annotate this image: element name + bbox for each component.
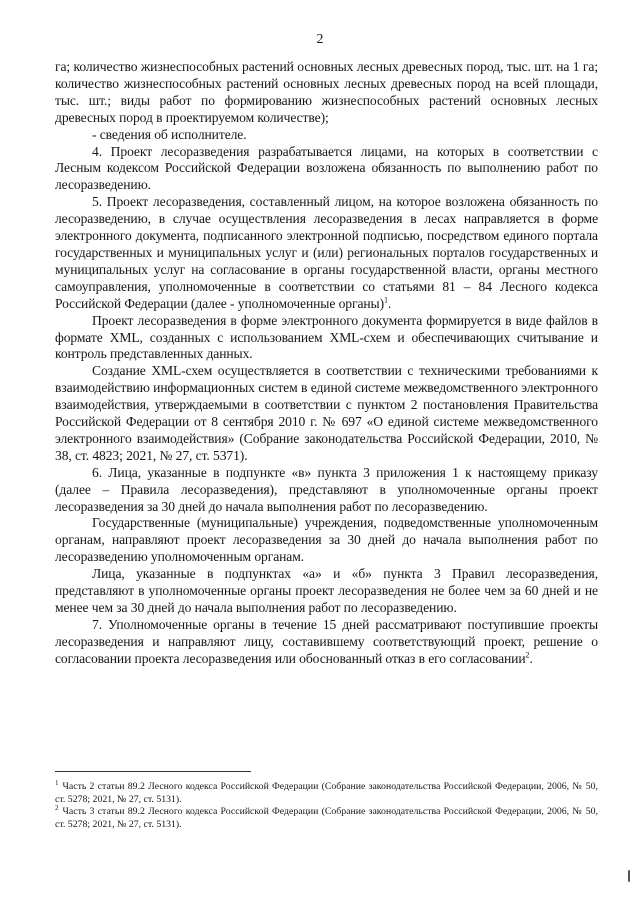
document-body — [55, 59, 598, 668]
paragraph-xml-schemas: Создание XML-схем осуществляется в соответствии с техническими требованиями к взаимодействию информационных систем в единой системе межведомственного электронного взаимодействия, утверждаемыми в соответствии с пунктом 2 постановления Правительства Российской Федерации от 8 сентября 2010 г. № 697 «О единой системе межведомственного электронного взаимодействия» (Собрание законодательства Российской Федерации, 2010, № 38, ст. 4823; 2021, № 27, ст. 5371). — [55, 363, 598, 463]
paragraph-item-5-tail: . — [387, 295, 392, 311]
page-number: 2 — [316, 32, 324, 47]
paragraph-item-5 — [55, 194, 598, 312]
footnote-ref-2: 2 — [525, 650, 530, 660]
paragraph-state-institutions: Государственные (муниципальные) учреждения, подведомственные уполномоченным органам, направляют проект лесоразведения за 30 дней до начала выполнения работ по лесоразведению уполномоченным органам. — [55, 515, 598, 565]
paragraph-persons-a-b: Лица, указанные в подпунктах «а» и «б» пункта 3 Правил лесоразведения, представляют в уполномоченные органы проект лесоразведения не более чем за 60 дней и не менее чем за 30 дней до начала выполнения работ по лесоразведению. — [55, 566, 598, 615]
paragraph-item-7-tail: . — [529, 650, 533, 666]
footnote-ref-1: 1 — [384, 295, 388, 305]
paragraph-executor-info: - сведения об исполнителе. — [92, 126, 247, 142]
paragraph-item-6: 6. Лица, указанные в подпункте «в» пункта 3 приложения 1 к настоящему приказу (далее – Правила лесоразведения), представляют в уполномоченные органы проект лесоразведения за 30 дней до начала выполнения работ по лесоразведению. — [55, 464, 598, 514]
footnote-2-mark: 2 — [55, 803, 59, 812]
paragraph-item-4: 4. Проект лесоразведения разрабатывается лицами, на которых в соответствии с Лесным кодексом Российской Федерации возложена обязанность по выполнению работ по лесоразведению. — [55, 143, 598, 193]
footnote-1 — [55, 778, 598, 806]
paragraph-item-7 — [55, 617, 598, 668]
footnote-1-mark: 1 — [55, 778, 59, 787]
footnote-divider — [55, 771, 251, 772]
scan-artifact-mark — [628, 870, 630, 882]
footnotes — [55, 778, 598, 831]
paragraph-continuation: га; количество жизнеспособных растений основных лесных древесных пород, тыс. шт. на 1 га; количество жизнеспособных растений основных лесных древесных пород на всей площади, тыс. шт.; виды работ по формированию жизнеспособных растений основных лесных древесных пород в проектируемом количестве); — [55, 59, 598, 125]
paragraph-item-7-text: 7. Уполномоченные органы в течение 15 дней рассматривают поступившие проекты лесоразведения и направляют лицу, составившему соответствующий проект, решение о согласовании проекта лесоразведения или обоснованный отказ в его согласовании — [55, 616, 598, 666]
footnote-2 — [55, 803, 598, 831]
paragraph-item-5-text: 5. Проект лесоразведения, составленный лицом, на которое возложена обязанность по лесоразведению, в случае осуществления лесоразведения в лесах направляется в форме электронного документа, подписанного электронной подписью, посредством единого портала государственных и муниципальных услуг и (или) региональных порталов государственных и муниципальных услуг на согласование в органы государственной власти, органы местного самоуправления, уполномоченные в соответствии со статьями 81 – 84 Лесного кодекса Российской Федерации (далее - уполномоченные органы) — [55, 194, 598, 311]
footnote-2-text: Часть 3 статьи 89.2 Лесного кодекса Российской Федерации (Собрание законодательства Российской Федерации, 2006, № 50, ст. 5278; 2021, № 27, ст. 5131). — [55, 806, 598, 830]
footnote-1-text: Часть 2 статьи 89.2 Лесного кодекса Российской Федерации (Собрание законодательства Российской Федерации, 2006, № 50, ст. 5278; 2021, № 27, ст. 5131). — [55, 781, 598, 805]
paragraph-xml-format: Проект лесоразведения в форме электронного документа формируется в виде файлов в формате XML, созданных с использованием XML-схем и обеспечивающих считывание и контроль представленных данных. — [55, 312, 598, 362]
